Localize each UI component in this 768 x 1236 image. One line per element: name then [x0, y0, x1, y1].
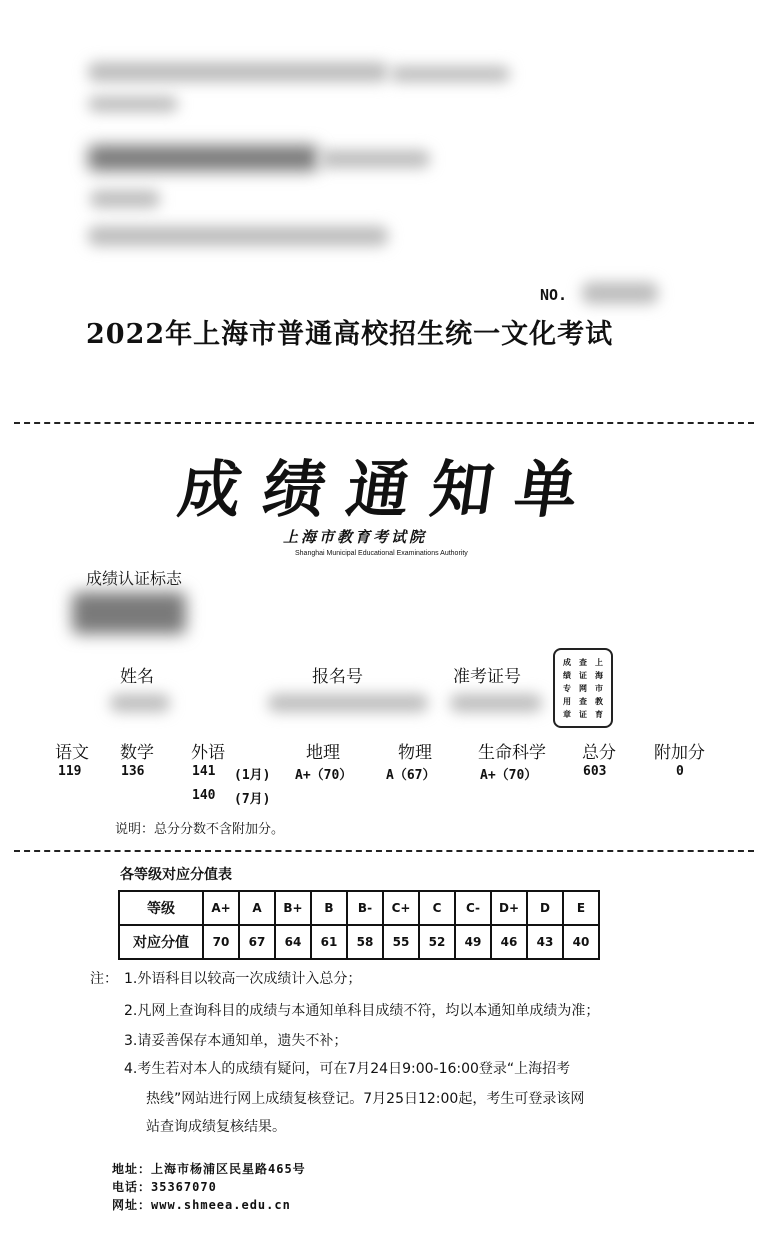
grade-table-title: 各等级对应分值表 [120, 867, 232, 883]
subject-physics-score: A（67） [386, 768, 436, 783]
redacted-header-line-7 [88, 226, 388, 246]
value-row-label: 对应分值 [119, 925, 203, 959]
stamp-char: 绩 [563, 669, 571, 680]
redacted-header-line-2 [390, 66, 510, 82]
footer-website: 网址：www.shmeea.edu.cn [112, 1198, 291, 1212]
grade-cell: A [239, 891, 275, 925]
stamp-char: 上 [595, 656, 603, 667]
total-score-label: 总分 [582, 743, 616, 763]
tear-line-top [14, 422, 754, 424]
org-name-en: Shanghai Municipal Educational Examinations Authority [295, 550, 468, 557]
subject-chinese-label: 语文 [55, 743, 89, 763]
value-cell: 67 [239, 925, 275, 959]
redacted-header-line-1 [88, 62, 388, 82]
grade-cell: D+ [491, 891, 527, 925]
serial-number-label: NO. [540, 286, 568, 304]
value-cell: 40 [563, 925, 599, 959]
redacted-header-line-4 [88, 145, 318, 171]
exam-id-label: 准考证号 [453, 667, 521, 687]
stamp-char: 市 [595, 682, 603, 693]
table-row [119, 891, 599, 925]
value-cell: 55 [383, 925, 419, 959]
notice-title: 成绩通知单 [174, 453, 605, 526]
stamp-char: 用 [563, 695, 571, 706]
stamp-char: 证 [579, 669, 587, 680]
value-cell: 64 [275, 925, 311, 959]
value-cell: 43 [527, 925, 563, 959]
subject-geography-label: 地理 [306, 743, 340, 763]
note-item-continued: 热线”网站进行网上成绩复核登记。7月25日12:00起，考生可登录该网 [146, 1091, 585, 1107]
grade-table [118, 890, 600, 960]
stamp-char: 章 [563, 708, 571, 719]
subject-chinese-score: 119 [58, 764, 82, 779]
cert-mark-label: 成绩认证标志 [86, 569, 183, 588]
grade-cell: D [527, 891, 563, 925]
stamp-char: 教 [595, 695, 603, 706]
grade-cell: C+ [383, 891, 419, 925]
stamp-char: 查 [579, 656, 587, 667]
redacted-name [110, 694, 170, 712]
reg-number-label: 报名号 [312, 667, 363, 687]
subject-math-label: 数学 [120, 743, 154, 763]
grade-cell: B [311, 891, 347, 925]
note-item: 2.凡网上查询科目的成绩与本通知单科目成绩不符，均以本通知单成绩为准； [124, 1003, 600, 1019]
stamp-char: 海 [595, 669, 603, 680]
subject-foreign-language-label: 外语 [191, 743, 225, 763]
subject-foreign-language-score-jul: 140 [192, 788, 216, 803]
value-cell: 52 [419, 925, 455, 959]
bonus-score-label: 附加分 [654, 743, 705, 763]
value-cell: 61 [311, 925, 347, 959]
subject-life-science-label: 生命科学 [478, 743, 546, 763]
redacted-serial-number [582, 282, 658, 304]
name-label: 姓名 [120, 667, 154, 687]
anti-counterfeit-stamp [553, 648, 613, 728]
subject-foreign-language-month-jan: (1月) [234, 768, 271, 783]
org-name-cn: 上海市教育考试院 [283, 528, 428, 546]
subject-foreign-language-score-jan: 141 [192, 764, 216, 779]
redacted-reg-number [268, 694, 428, 712]
subject-geography-score: A+（70） [295, 768, 353, 783]
exam-title: 2022年上海市普通高校招生统一文化考试 [86, 319, 614, 350]
grade-cell: A+ [203, 891, 239, 925]
total-score-value: 603 [583, 764, 607, 779]
redacted-header-line-3 [88, 96, 178, 112]
tear-line-bottom [14, 850, 754, 852]
grade-row-label: 等级 [119, 891, 203, 925]
note-item: 3.请妥善保存本通知单，遗失不补； [124, 1033, 348, 1049]
grade-cell: B+ [275, 891, 311, 925]
grade-cell: C- [455, 891, 491, 925]
stamp-char: 证 [579, 708, 587, 719]
notes-prefix: 注： [90, 971, 118, 987]
stamp-char: 成 [563, 656, 571, 667]
note-item-continued: 站查询成绩复核结果。 [146, 1119, 286, 1135]
stamp-char: 查 [579, 695, 587, 706]
grade-cell: B- [347, 891, 383, 925]
value-cell: 58 [347, 925, 383, 959]
subject-life-science-score: A+（70） [480, 768, 538, 783]
table-row [119, 925, 599, 959]
footer-address: 地址：上海市杨浦区民星路465号 [112, 1162, 306, 1176]
redacted-exam-id [450, 694, 542, 712]
footer-phone: 电话：35367070 [112, 1180, 217, 1194]
grade-cell: C [419, 891, 455, 925]
bonus-score-value: 0 [676, 764, 684, 779]
score-note: 说明：总分分数不含附加分。 [115, 822, 285, 837]
subject-math-score: 136 [121, 764, 145, 779]
note-item: 4.考生若对本人的成绩有疑问，可在7月24日9:00-16:00登录“上海招考 [124, 1061, 571, 1077]
stamp-char: 网 [579, 682, 587, 693]
redacted-header-line-5 [320, 150, 430, 168]
subject-physics-label: 物理 [398, 743, 432, 763]
value-cell: 70 [203, 925, 239, 959]
grade-cell: E [563, 891, 599, 925]
subject-foreign-language-month-jul: (7月) [234, 792, 271, 807]
stamp-char: 育 [595, 708, 603, 719]
value-cell: 46 [491, 925, 527, 959]
value-cell: 49 [455, 925, 491, 959]
redacted-cert-mark [72, 592, 186, 634]
stamp-char: 专 [563, 682, 571, 693]
redacted-header-line-6 [90, 190, 160, 208]
note-item: 1.外语科目以较高一次成绩计入总分； [124, 971, 362, 987]
